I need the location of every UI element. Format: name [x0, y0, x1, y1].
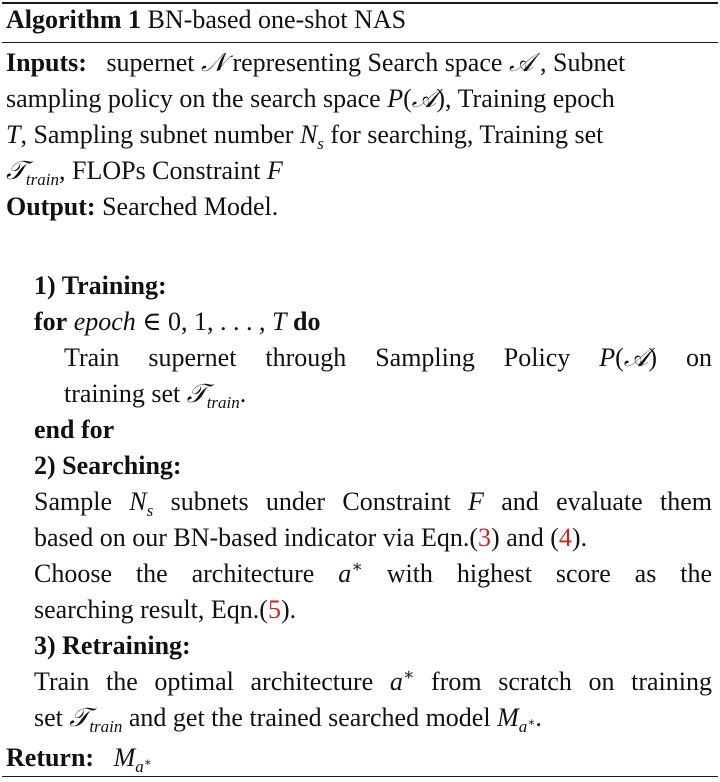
output-line: [6, 189, 278, 225]
search-line-1: Sample $N_s$ subnets under Constraint F and evaluate them: [34, 487, 712, 520]
for-line: for epoch ∈ 0, 1, . . . , T do: [34, 307, 321, 336]
algorithm-label: Algorithm 1: [6, 5, 142, 34]
inputs-line-3: T, Sampling subnet number $N_s$ for searching, Training set: [6, 120, 604, 153]
search-line-2: based on our BN-based indicator via Eqn.(3) and (4).: [34, 523, 588, 552]
inputs-label: Inputs:: [6, 48, 87, 77]
train-line-2: training set 𝒯$_{train}$.: [64, 379, 247, 412]
inputs-line-4: 𝒯$_{train}$, FLOPs Constraint F: [6, 156, 283, 189]
return-label: Return:: [6, 743, 95, 772]
search-line-4: searching result, Eqn.(5).: [34, 595, 297, 624]
bottom-rule: [2, 776, 718, 777]
output-label: Output:: [6, 192, 96, 221]
output-text: Searched Model.: [102, 192, 279, 221]
eq-ref-3[interactable]: 3: [478, 523, 492, 552]
section-searching: 2) Searching:: [34, 451, 182, 480]
retrain-line-1: Train the optimal architecture a∗ from scratch on training: [34, 665, 712, 696]
inputs-line-2: sampling policy on the search space P(𝒜), Training epoch: [6, 84, 615, 113]
keyword-do: do: [293, 307, 321, 336]
algorithm-header: [6, 2, 406, 38]
train-line-1: Train supernet through Sampling Policy P(𝒜) on: [64, 343, 712, 372]
section-training: 1) Training:: [34, 271, 167, 300]
retrain-line-2: set 𝒯$_{train}$ and get the trained searched model $M_{a^∗}$.: [34, 703, 542, 736]
header-rule: [2, 42, 718, 43]
keyword-end-for: end for: [34, 415, 115, 444]
return-value: $M_{a^∗}$: [113, 743, 152, 776]
section-retraining: 3) Retraining:: [34, 631, 191, 660]
inputs-text-1: supernet 𝒩 representing Search space 𝒜 , Subnet: [93, 48, 626, 77]
eq-ref-5[interactable]: 5: [267, 595, 281, 624]
algorithm-title: BN-based one-shot NAS: [147, 5, 407, 34]
return-line: [6, 740, 152, 776]
search-line-3: Choose the architecture a∗ with highest score as the: [34, 557, 712, 588]
eq-ref-4[interactable]: 4: [558, 523, 572, 552]
keyword-for: for: [34, 307, 68, 336]
inputs-line-1: [6, 45, 625, 81]
